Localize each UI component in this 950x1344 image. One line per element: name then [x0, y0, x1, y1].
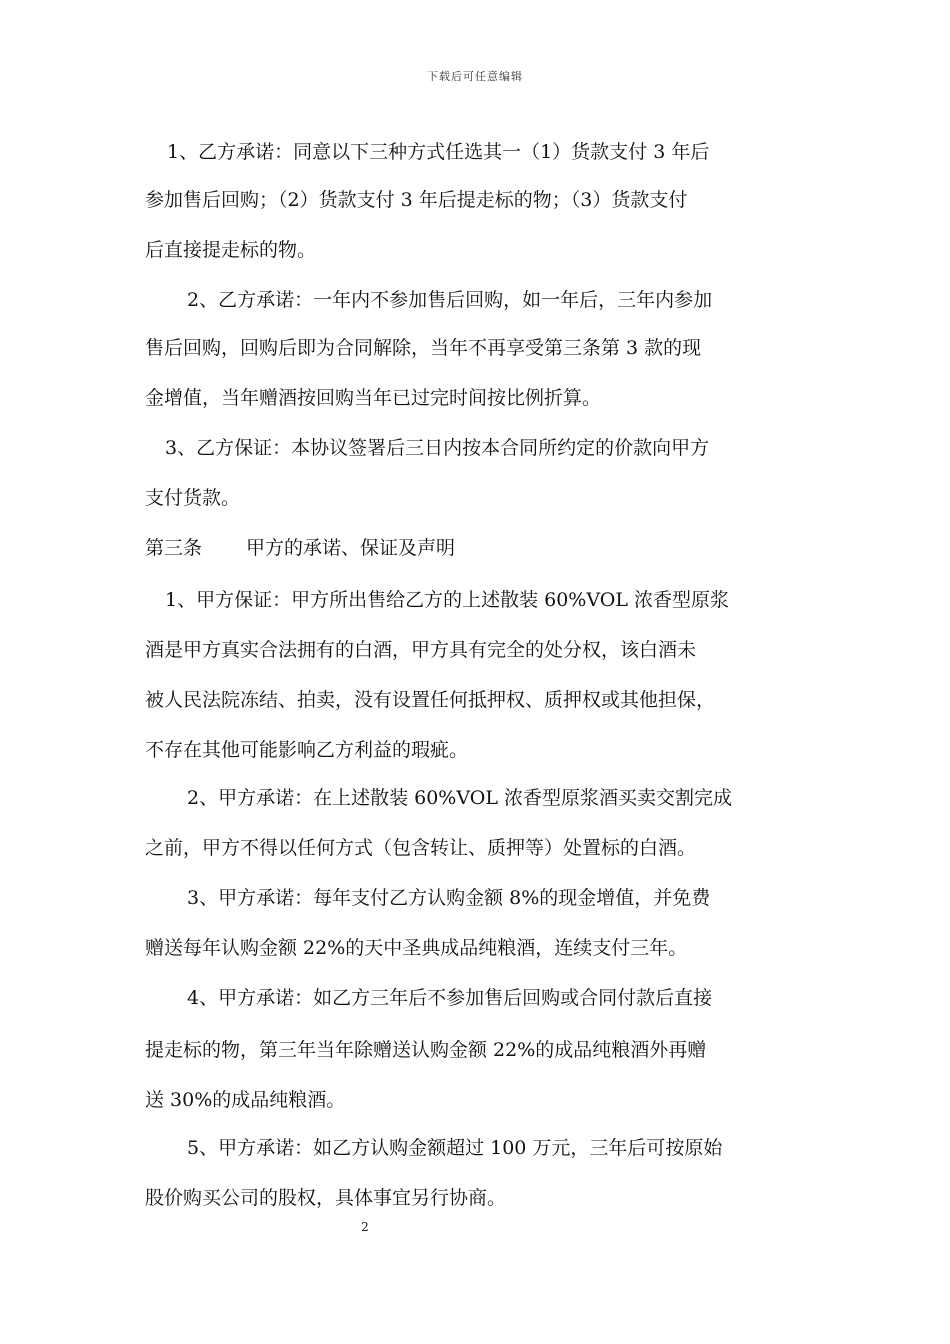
paragraph-line: 1、甲方保证：甲方所出售给乙方的上述散装 60%VOL 浓香型原浆: [165, 589, 729, 611]
paragraph-line: 3、甲方承诺：每年支付乙方认购金额 8%的现金增值，并免费: [187, 887, 711, 909]
paragraph-line: 不存在其他可能影响乙方利益的瑕疵。: [145, 739, 469, 761]
paragraph-line: 售后回购，回购后即为合同解除，当年不再享受第三条第 3 款的现: [145, 337, 702, 359]
paragraph-line: 送 30%的成品纯粮酒。: [145, 1089, 346, 1111]
section-number: 第三条: [145, 537, 203, 559]
page-number: 2: [361, 1220, 369, 1234]
paragraph-line: 4、甲方承诺：如乙方三年后不参加售后回购或合同付款后直接: [187, 987, 713, 1009]
page-header: 下载后可任意编辑: [427, 70, 523, 83]
paragraph-line: 股价购买公司的股权，具体事宜另行协商。: [145, 1187, 507, 1209]
paragraph-line: 2、甲方承诺：在上述散装 60%VOL 浓香型原浆酒买卖交割完成: [187, 787, 732, 809]
paragraph-line: 赠送每年认购金额 22%的天中圣典成品纯粮酒，连续支付三年。: [145, 937, 688, 959]
paragraph-line: 3、乙方保证：本协议签署后三日内按本合同所约定的价款向甲方: [165, 437, 710, 459]
paragraph-line: 被人民法院冻结、拍卖，没有设置任何抵押权、质押权或其他担保，: [145, 689, 716, 711]
paragraph-line: 5、甲方承诺：如乙方认购金额超过 100 万元，三年后可按原始: [187, 1137, 723, 1159]
section-title: 甲方的承诺、保证及声明: [246, 537, 456, 559]
paragraph-line: 之前，甲方不得以任何方式（包含转让、质押等）处置标的白酒。: [145, 837, 697, 859]
paragraph-line: 后直接提走标的物。: [145, 239, 317, 261]
paragraph-line: 金增值，当年赠酒按回购当年已过完时间按比例折算。: [145, 387, 602, 409]
section-heading: [145, 534, 455, 562]
paragraph-line: 2、乙方承诺：一年内不参加售后回购，如一年后，三年内参加: [187, 289, 713, 311]
paragraph-line: 支付货款。: [145, 487, 241, 509]
paragraph-line: 参加售后回购；（2）货款支付 3 年后提走标的物；（3）货款支付: [145, 189, 688, 211]
paragraph-line: 1、乙方承诺：同意以下三种方式任选其一（1）货款支付 3 年后: [167, 141, 710, 163]
paragraph-line: 提走标的物，第三年当年除赠送认购金额 22%的成品纯粮酒外再赠: [145, 1039, 707, 1061]
paragraph-line: 酒是甲方真实合法拥有的白酒，甲方具有完全的处分权，该白酒未: [145, 639, 697, 661]
